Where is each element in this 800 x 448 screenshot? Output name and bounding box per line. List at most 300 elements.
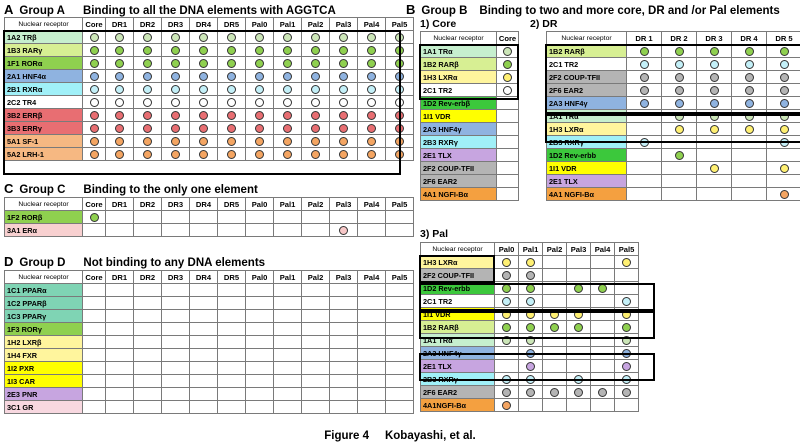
column-header-dr2: DR 2 [662, 32, 697, 45]
binding-cell [246, 109, 274, 122]
binding-cell [246, 323, 274, 336]
binding-cell [106, 349, 134, 362]
binding-cell [495, 386, 519, 399]
binding-dot [745, 112, 754, 121]
binding-dot [227, 111, 236, 120]
binding-cell [591, 347, 615, 360]
binding-cell [246, 96, 274, 109]
binding-dot [339, 137, 348, 146]
binding-cell [330, 70, 358, 83]
binding-cell [497, 188, 519, 201]
column-header-receptor: Nuclear receptor [5, 198, 83, 211]
binding-dot [780, 73, 789, 82]
table-row [547, 110, 800, 123]
receptor-name: 2B3 RXRγ [421, 373, 495, 386]
binding-cell [83, 148, 106, 161]
binding-dot [640, 99, 649, 108]
binding-cell [83, 362, 106, 375]
binding-dot [143, 137, 152, 146]
binding-cell [767, 58, 800, 71]
group-c-letter: C [4, 181, 14, 196]
binding-cell [190, 135, 218, 148]
binding-cell [591, 295, 615, 308]
binding-cell [218, 44, 246, 57]
binding-dot [395, 85, 404, 94]
binding-cell [495, 295, 519, 308]
binding-cell [662, 97, 697, 110]
binding-cell [106, 96, 134, 109]
receptor-name: 2B1 RXRα [5, 83, 83, 96]
binding-cell [567, 334, 591, 347]
binding-dot [745, 86, 754, 95]
binding-cell [662, 162, 697, 175]
binding-dot [710, 164, 719, 173]
binding-dot [90, 85, 99, 94]
binding-cell [162, 83, 190, 96]
binding-dot [780, 125, 789, 134]
binding-cell [732, 175, 767, 188]
binding-cell [134, 375, 162, 388]
binding-dot [143, 46, 152, 55]
binding-dot [502, 310, 511, 319]
binding-cell [218, 284, 246, 297]
binding-cell [519, 282, 543, 295]
binding-cell [190, 211, 218, 224]
binding-cell [106, 83, 134, 96]
receptor-name: 2B3 RXRγ [547, 136, 627, 149]
binding-cell [543, 399, 567, 412]
binding-cell [83, 224, 106, 237]
binding-cell [386, 297, 414, 310]
binding-cell [662, 136, 697, 149]
table-row [421, 269, 639, 282]
binding-cell [386, 375, 414, 388]
binding-cell [767, 136, 800, 149]
binding-cell [190, 375, 218, 388]
table-row [547, 149, 800, 162]
binding-dot [255, 111, 264, 120]
binding-cell [567, 269, 591, 282]
binding-dot [675, 73, 684, 82]
binding-cell [218, 148, 246, 161]
binding-cell [330, 211, 358, 224]
binding-dot [90, 124, 99, 133]
binding-cell [358, 297, 386, 310]
column-header-pal5: Pal5 [615, 243, 639, 256]
binding-cell [358, 401, 386, 414]
column-header-dr5: DR5 [218, 271, 246, 284]
binding-cell [162, 323, 190, 336]
receptor-name: 1D2 Rev-erbβ [421, 97, 497, 110]
binding-cell [627, 136, 662, 149]
binding-cell [274, 211, 302, 224]
table-row [421, 162, 519, 175]
binding-dot [90, 33, 99, 42]
binding-cell [767, 162, 800, 175]
binding-dot [780, 99, 789, 108]
receptor-name: 1I1 VDR [421, 308, 495, 321]
group-d-name: Group D [19, 257, 66, 269]
binding-cell [495, 256, 519, 269]
binding-cell [386, 310, 414, 323]
receptor-name: 2C2 TR4 [5, 96, 83, 109]
table-row [547, 45, 800, 58]
binding-cell [162, 70, 190, 83]
binding-dot [395, 46, 404, 55]
binding-cell [358, 362, 386, 375]
binding-dot [90, 150, 99, 159]
table-row [421, 347, 639, 360]
binding-cell [767, 71, 800, 84]
column-header-pal2: Pal2 [302, 271, 330, 284]
group-b-desc: Binding to two and more core, DR and /or Pal elements [479, 5, 780, 17]
receptor-name: 1F1 RORα [5, 57, 83, 70]
header-row [5, 18, 414, 31]
binding-dot [90, 72, 99, 81]
binding-dot [622, 297, 631, 306]
binding-cell [386, 70, 414, 83]
table-row [547, 123, 800, 136]
table-row [421, 123, 519, 136]
column-header-pal0: Pal0 [246, 271, 274, 284]
binding-cell [190, 224, 218, 237]
binding-cell [106, 310, 134, 323]
binding-cell [767, 175, 800, 188]
binding-dot [255, 137, 264, 146]
group-b-name: Group B [421, 5, 468, 17]
receptor-name: 1F2 RORβ [5, 211, 83, 224]
binding-cell [246, 297, 274, 310]
binding-cell [106, 284, 134, 297]
binding-dot [367, 72, 376, 81]
binding-cell [246, 83, 274, 96]
binding-cell [302, 323, 330, 336]
binding-cell [662, 188, 697, 201]
binding-cell [330, 57, 358, 70]
table-row [5, 362, 414, 375]
binding-dot [395, 150, 404, 159]
binding-dot [526, 323, 535, 332]
column-header-pal1: Pal1 [274, 198, 302, 211]
binding-cell [190, 297, 218, 310]
binding-cell [615, 373, 639, 386]
receptor-name: 1B2 RARβ [547, 45, 627, 58]
binding-dot [115, 98, 124, 107]
binding-cell [190, 284, 218, 297]
binding-cell [162, 224, 190, 237]
column-header-receptor: Nuclear receptor [5, 18, 83, 31]
core-subtitle: 1) Core [420, 18, 457, 30]
table-row [5, 323, 414, 336]
binding-cell [274, 57, 302, 70]
binding-cell [162, 336, 190, 349]
receptor-name: 3C1 GR [5, 401, 83, 414]
binding-cell [246, 135, 274, 148]
column-header-dr1: DR1 [106, 271, 134, 284]
pal-table [420, 242, 639, 412]
receptor-name: 1H3 LXRα [421, 71, 497, 84]
binding-cell [134, 401, 162, 414]
binding-dot [780, 47, 789, 56]
binding-dot [526, 284, 535, 293]
binding-dot [171, 150, 180, 159]
binding-dot [311, 137, 320, 146]
table-row [5, 148, 414, 161]
binding-dot [526, 349, 535, 358]
column-header-pal1: Pal1 [274, 18, 302, 31]
binding-cell [106, 122, 134, 135]
receptor-name: 2F6 EAR2 [547, 84, 627, 97]
binding-dot [115, 33, 124, 42]
binding-dot [622, 375, 631, 384]
binding-cell [386, 31, 414, 44]
binding-cell [162, 109, 190, 122]
binding-cell [274, 310, 302, 323]
column-header-pal5: Pal5 [386, 18, 414, 31]
binding-cell [330, 310, 358, 323]
table-row [5, 122, 414, 135]
binding-dot [367, 150, 376, 159]
binding-cell [190, 362, 218, 375]
table-row [421, 97, 519, 110]
receptor-name: 1I3 CAR [5, 375, 83, 388]
binding-cell [274, 109, 302, 122]
binding-dot [339, 111, 348, 120]
binding-cell [274, 83, 302, 96]
binding-dot [675, 99, 684, 108]
binding-cell [495, 334, 519, 347]
binding-dot [283, 46, 292, 55]
binding-cell [330, 284, 358, 297]
binding-cell [106, 401, 134, 414]
receptor-name: 1A1 TRα [547, 110, 627, 123]
binding-dot [780, 190, 789, 199]
column-header-pal0: Pal0 [246, 198, 274, 211]
binding-cell [519, 295, 543, 308]
binding-cell [615, 321, 639, 334]
binding-cell [302, 375, 330, 388]
binding-cell [519, 256, 543, 269]
binding-cell [162, 375, 190, 388]
binding-dot [199, 137, 208, 146]
binding-dot [171, 137, 180, 146]
receptor-name: 2C1 TR2 [421, 84, 497, 97]
column-header-dr3: DR 3 [697, 32, 732, 45]
column-header-dr5: DR 5 [767, 32, 800, 45]
group-c-title [4, 181, 258, 196]
table-row [421, 136, 519, 149]
binding-dot [526, 271, 535, 280]
binding-cell [358, 83, 386, 96]
binding-cell [162, 401, 190, 414]
binding-dot [367, 85, 376, 94]
binding-cell [162, 135, 190, 148]
binding-dot [526, 362, 535, 371]
binding-dot [395, 137, 404, 146]
receptor-name: 1H3 LXRα [421, 256, 495, 269]
binding-cell [330, 375, 358, 388]
binding-cell [627, 188, 662, 201]
column-header-dr4: DR 4 [732, 32, 767, 45]
binding-cell [274, 31, 302, 44]
binding-dot [199, 111, 208, 120]
binding-dot [395, 98, 404, 107]
binding-cell [134, 362, 162, 375]
binding-cell [246, 148, 274, 161]
binding-cell [519, 373, 543, 386]
column-header-pal2: Pal2 [302, 198, 330, 211]
binding-cell [134, 323, 162, 336]
binding-cell [162, 310, 190, 323]
binding-dot [339, 226, 348, 235]
figure-caption: Figure 4 Kobayashi, et al. [324, 430, 476, 442]
binding-dot [550, 323, 559, 332]
binding-dot [283, 98, 292, 107]
binding-cell [190, 31, 218, 44]
binding-cell [134, 349, 162, 362]
binding-dot [311, 46, 320, 55]
binding-dot [526, 310, 535, 319]
binding-dot [283, 59, 292, 68]
binding-dot [675, 112, 684, 121]
receptor-name: 2F6 EAR2 [421, 175, 497, 188]
header-row [547, 32, 800, 45]
binding-dot [502, 297, 511, 306]
binding-dot [90, 46, 99, 55]
binding-cell [274, 349, 302, 362]
binding-cell [162, 284, 190, 297]
binding-cell [615, 399, 639, 412]
binding-cell [497, 136, 519, 149]
binding-cell [615, 360, 639, 373]
column-header-dr4: DR4 [190, 198, 218, 211]
binding-cell [732, 45, 767, 58]
binding-cell [615, 256, 639, 269]
binding-dot [367, 111, 376, 120]
binding-dot [311, 111, 320, 120]
binding-cell [519, 308, 543, 321]
receptor-name: 2B3 RXRγ [421, 136, 497, 149]
column-header-pal5: Pal5 [386, 198, 414, 211]
binding-cell [662, 110, 697, 123]
binding-dot [503, 47, 512, 56]
receptor-name: 5A2 LRH-1 [5, 148, 83, 161]
binding-cell [697, 71, 732, 84]
binding-cell [302, 31, 330, 44]
binding-dot [115, 72, 124, 81]
binding-cell [567, 347, 591, 360]
binding-dot [502, 258, 511, 267]
binding-cell [567, 360, 591, 373]
binding-dot [143, 124, 152, 133]
binding-dot [339, 33, 348, 42]
binding-cell [543, 347, 567, 360]
binding-dot [227, 46, 236, 55]
binding-cell [330, 401, 358, 414]
binding-cell [302, 211, 330, 224]
binding-cell [330, 44, 358, 57]
binding-cell [497, 175, 519, 188]
table-row [547, 97, 800, 110]
binding-cell [627, 71, 662, 84]
binding-cell [497, 71, 519, 84]
binding-cell [330, 297, 358, 310]
table-row [547, 188, 800, 201]
binding-dot [622, 388, 631, 397]
binding-cell [732, 84, 767, 97]
binding-cell [358, 109, 386, 122]
receptor-name: 2F6 EAR2 [421, 386, 495, 399]
binding-cell [386, 109, 414, 122]
receptor-name: 2A3 HNF4γ [421, 123, 497, 136]
binding-cell [519, 334, 543, 347]
table-row [5, 297, 414, 310]
binding-cell [386, 224, 414, 237]
binding-dot [143, 85, 152, 94]
binding-cell [386, 388, 414, 401]
binding-cell [190, 44, 218, 57]
binding-cell [162, 148, 190, 161]
binding-cell [627, 110, 662, 123]
binding-dot [199, 46, 208, 55]
binding-cell [732, 136, 767, 149]
binding-cell [386, 211, 414, 224]
binding-cell [190, 96, 218, 109]
group-d-title [4, 254, 265, 269]
binding-dot [503, 73, 512, 82]
binding-cell [358, 284, 386, 297]
binding-cell [246, 362, 274, 375]
header-row [421, 243, 639, 256]
binding-cell [246, 57, 274, 70]
binding-cell [543, 360, 567, 373]
binding-cell [218, 388, 246, 401]
binding-dot [502, 284, 511, 293]
binding-dot [622, 310, 631, 319]
binding-dot [640, 138, 649, 147]
binding-cell [495, 399, 519, 412]
binding-cell [627, 175, 662, 188]
receptor-name: 2A3 HNF4γ [547, 97, 627, 110]
column-header-dr3: DR3 [162, 271, 190, 284]
binding-dot [227, 98, 236, 107]
binding-cell [218, 362, 246, 375]
group-a-desc: Binding to all the DNA elements with AGGTCA [82, 5, 336, 17]
binding-cell [134, 135, 162, 148]
binding-cell [246, 284, 274, 297]
table-row [421, 71, 519, 84]
binding-cell [697, 149, 732, 162]
binding-cell [330, 336, 358, 349]
binding-cell [162, 349, 190, 362]
receptor-name: 1B2 RARβ [421, 58, 497, 71]
table-row [5, 57, 414, 70]
column-header-dr3: DR3 [162, 198, 190, 211]
binding-cell [190, 401, 218, 414]
binding-cell [330, 135, 358, 148]
table-row [421, 175, 519, 188]
table-row [5, 83, 414, 96]
binding-cell [697, 58, 732, 71]
binding-dot [367, 137, 376, 146]
group-d-table [4, 270, 414, 414]
binding-dot [199, 33, 208, 42]
binding-cell [662, 149, 697, 162]
binding-cell [662, 45, 697, 58]
binding-cell [386, 148, 414, 161]
binding-cell [615, 386, 639, 399]
binding-cell [190, 122, 218, 135]
